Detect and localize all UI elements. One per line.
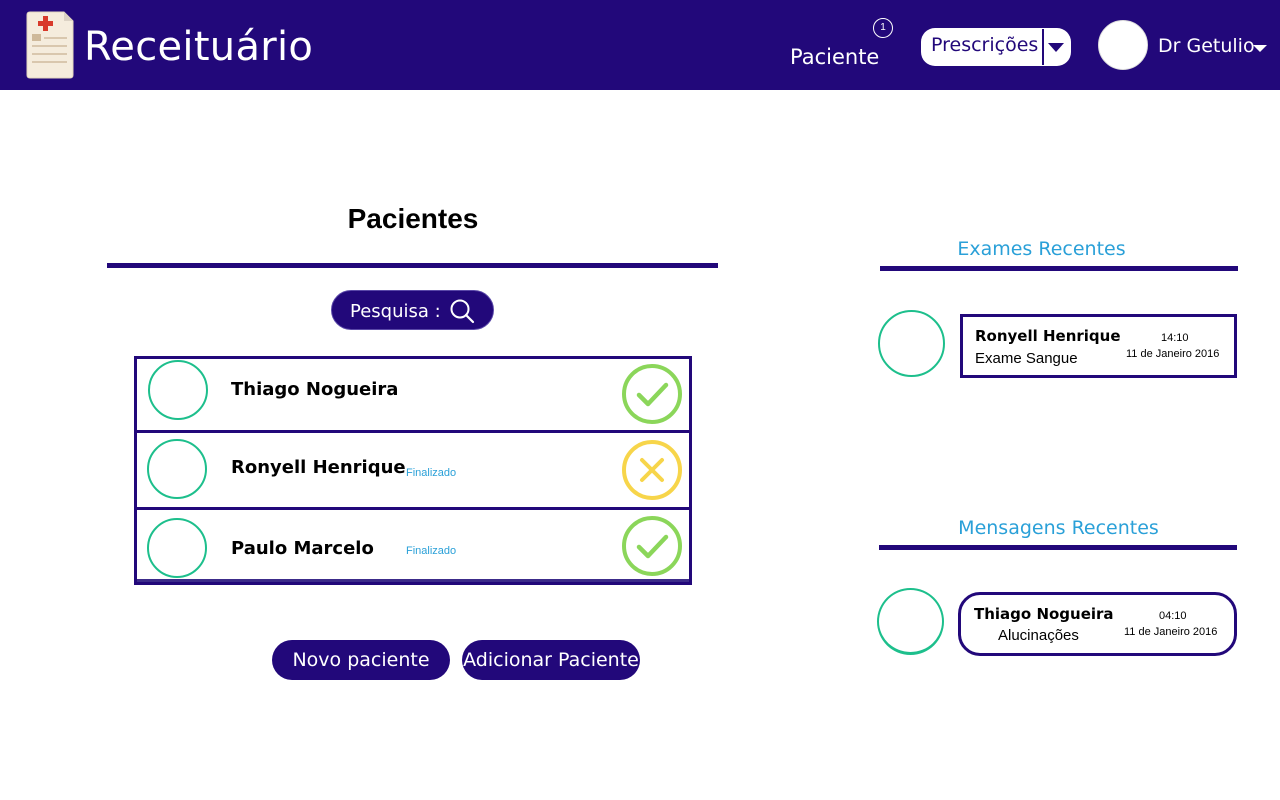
mensagens-divider bbox=[879, 545, 1237, 550]
top-bar bbox=[0, 0, 1280, 90]
exames-recentes-title: Exames Recentes bbox=[957, 238, 1126, 260]
mensagens-recentes-title: Mensagens Recentes bbox=[958, 517, 1159, 539]
app-title: Receituário bbox=[84, 24, 314, 70]
check-icon[interactable] bbox=[621, 515, 683, 577]
exame-patient-name: Ronyell Henrique bbox=[975, 327, 1121, 345]
nav-paciente-link[interactable]: Paciente bbox=[790, 45, 880, 69]
patient-status: Finalizado bbox=[406, 467, 457, 479]
exame-date: 11 de Janeiro 2016 bbox=[1126, 348, 1220, 360]
x-icon[interactable] bbox=[621, 439, 683, 501]
user-menu-chevron-down-icon[interactable] bbox=[1253, 45, 1267, 52]
mensagem-date: 11 de Janeiro 2016 bbox=[1124, 626, 1218, 638]
patients-list bbox=[134, 356, 692, 585]
mensagem-avatar bbox=[877, 588, 944, 655]
patient-row[interactable] bbox=[137, 359, 689, 433]
dropdown-divider bbox=[1042, 29, 1044, 65]
patient-name: Thiago Nogueira bbox=[231, 379, 399, 400]
prescricoes-label: Prescrições bbox=[931, 34, 1039, 56]
patient-row[interactable] bbox=[137, 510, 689, 582]
exame-card[interactable] bbox=[960, 314, 1237, 378]
patient-avatar bbox=[147, 518, 207, 578]
chevron-down-icon[interactable] bbox=[1048, 43, 1064, 52]
mensagem-sender: Thiago Nogueira bbox=[974, 605, 1114, 623]
search-label: Pesquisa : bbox=[350, 301, 441, 322]
patient-name: Paulo Marcelo bbox=[231, 538, 374, 559]
notification-badge[interactable]: 1 bbox=[873, 18, 893, 38]
prescription-logo-icon bbox=[25, 11, 74, 79]
prescricoes-dropdown[interactable] bbox=[921, 28, 1071, 66]
exame-avatar bbox=[878, 310, 945, 377]
patients-title: Pacientes bbox=[347, 203, 479, 234]
mensagem-card[interactable] bbox=[958, 592, 1237, 656]
patient-avatar bbox=[148, 360, 208, 420]
search-icon bbox=[449, 298, 475, 324]
novo-paciente-button[interactable]: Novo paciente bbox=[272, 640, 450, 680]
patient-avatar bbox=[147, 439, 207, 499]
exame-time: 14:10 bbox=[1161, 332, 1189, 344]
exames-divider bbox=[880, 266, 1238, 271]
patient-name: Ronyell Henrique bbox=[231, 457, 406, 478]
mensagem-time: 04:10 bbox=[1159, 610, 1187, 622]
patients-divider bbox=[107, 263, 718, 268]
exame-type: Exame Sangue bbox=[975, 350, 1078, 367]
patient-status: Finalizado bbox=[406, 545, 457, 557]
mensagem-preview: Alucinações bbox=[998, 627, 1079, 644]
search-button[interactable] bbox=[331, 290, 494, 330]
patient-row[interactable] bbox=[137, 433, 689, 510]
adicionar-paciente-button[interactable]: Adicionar Paciente bbox=[462, 640, 640, 680]
check-icon[interactable] bbox=[621, 363, 683, 425]
user-name[interactable]: Dr Getulio bbox=[1158, 35, 1255, 57]
user-avatar[interactable] bbox=[1098, 20, 1148, 70]
